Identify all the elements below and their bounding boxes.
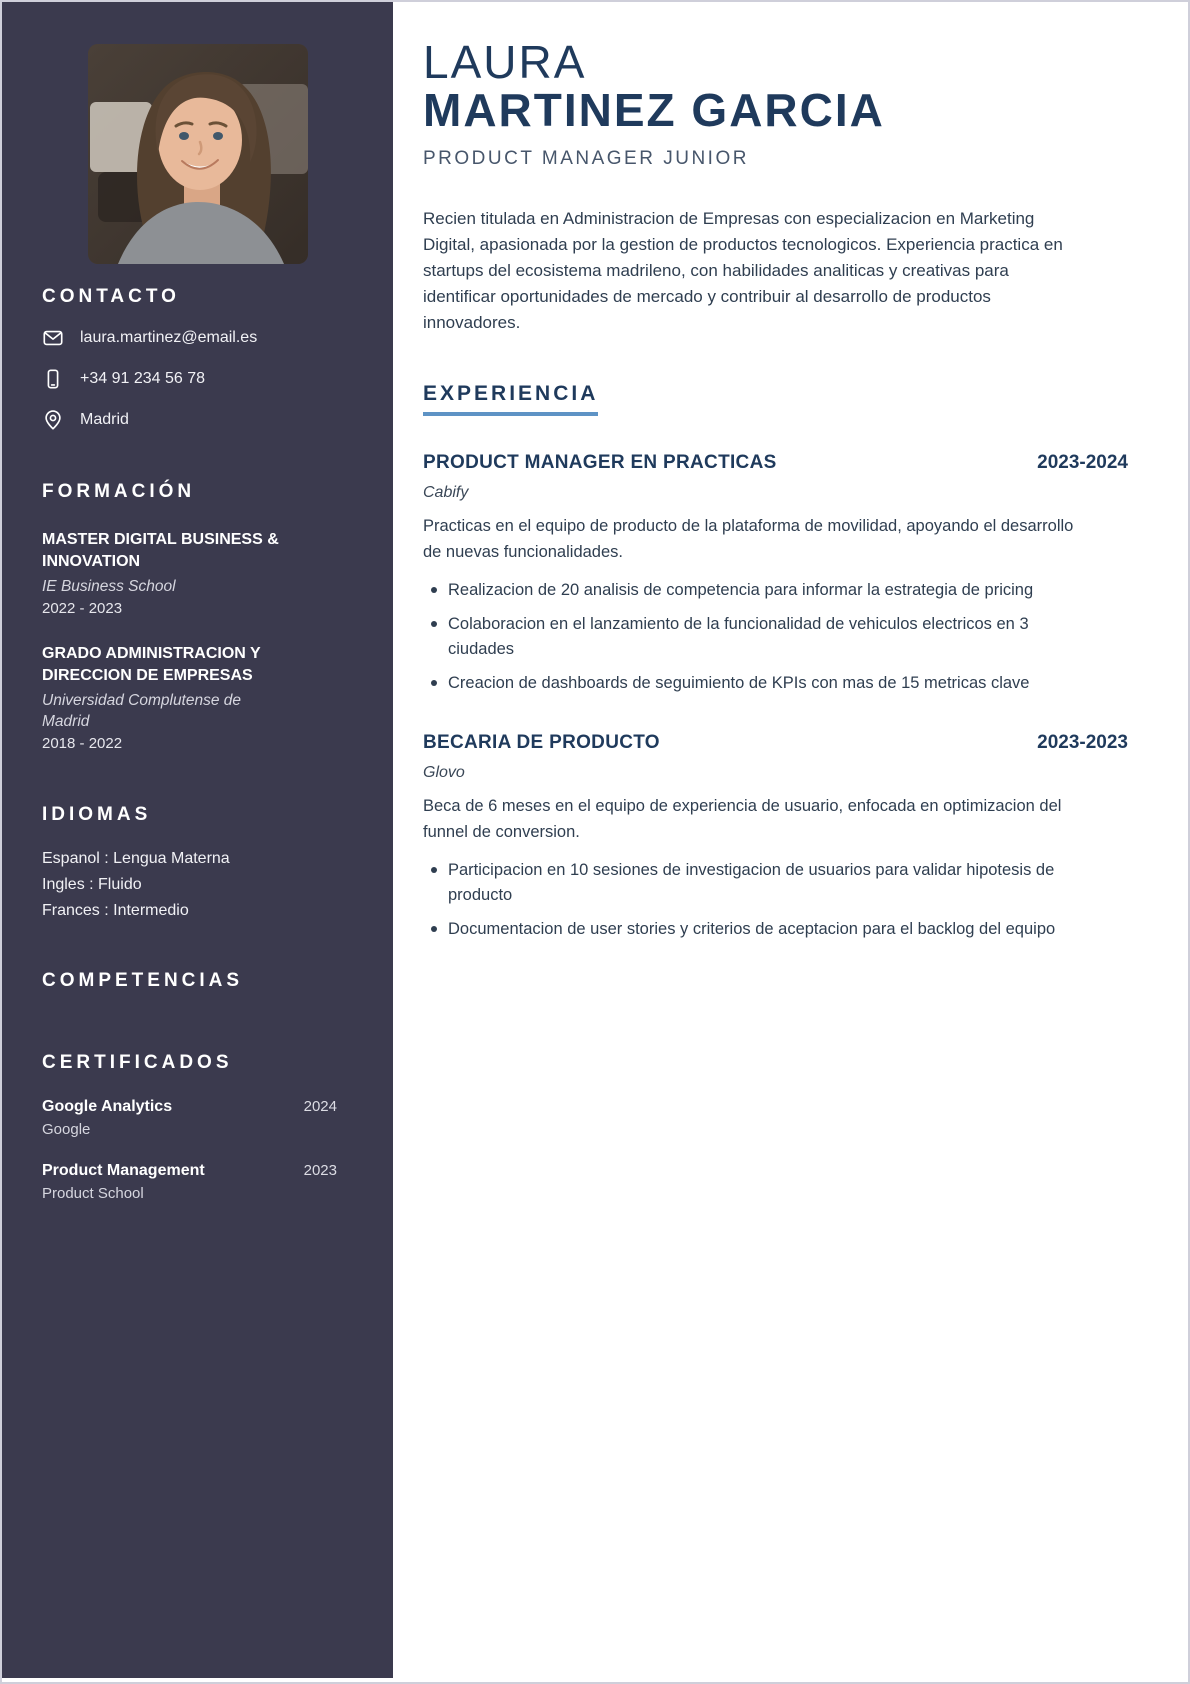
education-degree: MASTER DIGITAL BUSINESS & INNOVATION [42, 531, 279, 570]
certificate-year: 2023 [303, 1162, 337, 1179]
job-dates: 2023-2024 [1037, 451, 1128, 473]
certificate-issuer: Product School [42, 1185, 144, 1202]
education-degree: GRADO ADMINISTRACION Y DIRECCION DE EMPRESAS [42, 645, 261, 684]
experience-job [423, 732, 1128, 942]
email-icon [42, 327, 64, 349]
experience-section [423, 336, 1128, 942]
profile-photo-illustration [88, 44, 308, 264]
languages-title: IDIOMAS [42, 804, 152, 825]
education-section [42, 481, 353, 752]
skills-title: COMPETENCIAS [42, 970, 244, 991]
first-name: LAURA [423, 36, 587, 88]
certificates-title: CERTIFICADOS [42, 1052, 233, 1073]
last-name: MARTINEZ GARCIA [423, 84, 885, 137]
experience-title: EXPERIENCIA [423, 382, 598, 416]
education-dates: 2022 - 2023 [42, 600, 123, 617]
education-title: FORMACIÓN [42, 481, 196, 502]
job-title: PRODUCT MANAGER EN PRACTICAS [423, 451, 777, 473]
job-bullet: Participacion en 10 sesiones de investigacion de usuarios para validar hipotesis de producto [423, 858, 1078, 908]
skills-section [42, 970, 353, 992]
main-content [393, 2, 1188, 1682]
certificate-name: Google Analytics [42, 1098, 173, 1115]
education-school: Universidad Complutense de Madrid [42, 692, 242, 730]
job-bullet-list [423, 858, 1128, 942]
contact-row-email [42, 327, 353, 349]
location-icon [42, 409, 64, 431]
education-entry [42, 529, 353, 617]
job-bullet: Realizacion de 20 analisis de competencia para informar la estrategia de pricing [423, 578, 1078, 603]
job-subtitle: PRODUCT MANAGER JUNIOR [423, 147, 749, 169]
job-bullet: Documentacion de user stories y criterios de aceptacion para el backlog del equipo [423, 917, 1078, 942]
education-dates: 2018 - 2022 [42, 735, 123, 752]
job-description: Beca de 6 meses en el equipo de experiencia de usuario, enfocada en optimizacion del funnel de conversion. [423, 796, 1062, 841]
education-school: IE Business School [42, 578, 176, 595]
contact-email-text: laura.martinez@email.es [80, 329, 258, 346]
job-dates: 2023-2023 [1037, 731, 1128, 753]
certificate-entry [42, 1098, 353, 1138]
profile-photo [88, 44, 308, 264]
phone-icon [42, 368, 64, 390]
job-bullet: Colaboracion en el lanzamiento de la funcionalidad de vehiculos electricos en 3 ciudades [423, 612, 1078, 662]
certificates-section [42, 1052, 353, 1202]
languages-list [42, 846, 353, 924]
contact-location-text: Madrid [80, 411, 129, 428]
education-entry [42, 643, 353, 752]
language-item: Ingles : Fluido [42, 876, 142, 893]
job-company: Glovo [423, 763, 465, 781]
language-item: Espanol : Lengua Materna [42, 850, 230, 867]
job-description: Practicas en el equipo de producto de la plataforma de movilidad, apoyando el desarrollo de nuevas funcionalidades. [423, 516, 1074, 561]
experience-job [423, 452, 1128, 696]
contact-phone-text: +34 91 234 56 78 [80, 370, 206, 387]
contact-section [42, 286, 353, 431]
job-company: Cabify [423, 483, 469, 501]
contact-row-location [42, 409, 353, 431]
language-item: Frances : Intermedio [42, 902, 189, 919]
job-bullet: Creacion de dashboards de seguimiento de KPIs con mas de 15 metricas clave [423, 671, 1078, 696]
certificate-issuer: Google [42, 1121, 91, 1138]
contact-row-phone [42, 368, 353, 390]
profile-summary: Recien titulada en Administracion de Empresas con especializacion en Marketing Digital, apasionada por la gestion de productos tecnologicos. Experiencia practica en startups del ecosistema madrileno, con habilidades analiticas y creativas para identificar oportunidades de mercado y contribuir al desarrollo de productos innovadores. [423, 208, 1063, 332]
languages-section [42, 804, 353, 924]
certificate-entry [42, 1162, 353, 1202]
job-title: BECARIA DE PRODUCTO [423, 731, 660, 753]
contact-title: CONTACTO [42, 286, 180, 307]
sidebar [2, 2, 393, 1678]
certificate-name: Product Management [42, 1162, 205, 1179]
certificate-year: 2024 [303, 1098, 337, 1115]
job-bullet-list [423, 578, 1128, 696]
